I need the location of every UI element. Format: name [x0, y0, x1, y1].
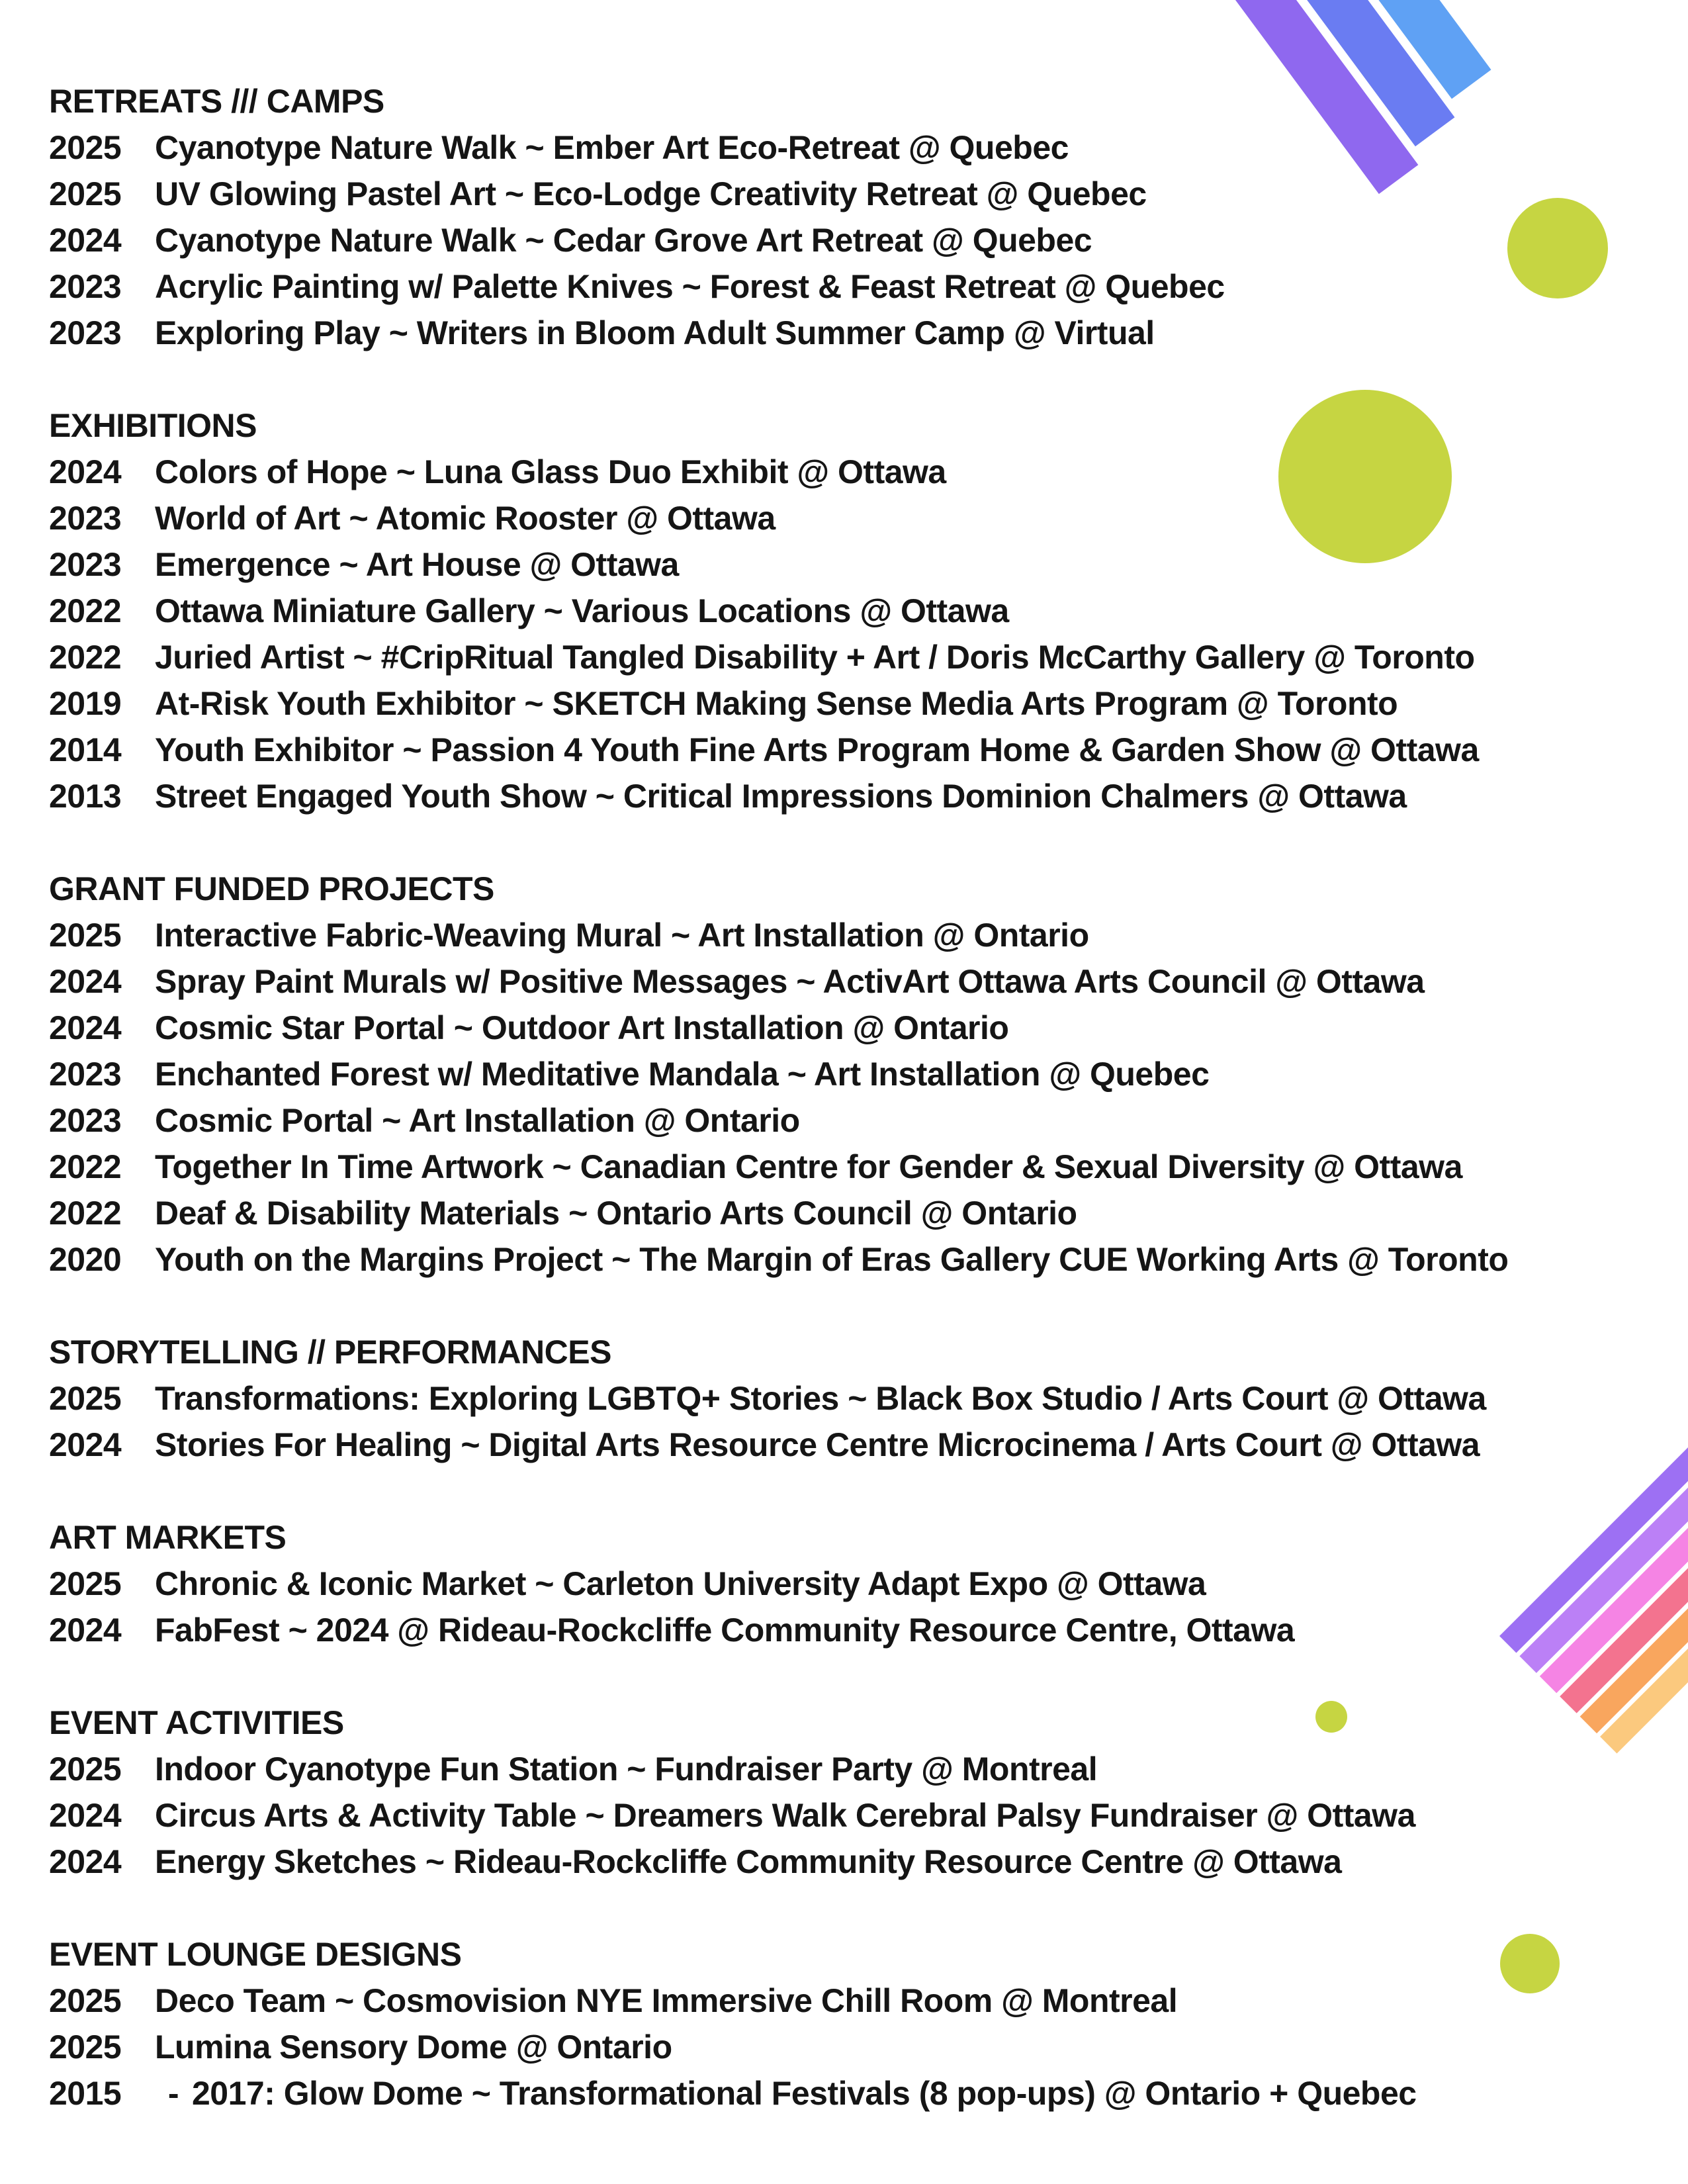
item-title: Lumina Sensory Dome @ Ontario — [155, 2028, 672, 2066]
cv-item — [49, 1375, 1508, 1422]
cv-section — [49, 78, 1508, 356]
cv-section — [49, 402, 1508, 819]
section-heading: GRANT FUNDED PROJECTS — [49, 870, 494, 907]
cv-item — [49, 588, 1508, 634]
cv-item — [49, 1422, 1508, 1468]
cv-item — [49, 1005, 1508, 1051]
cv-item — [49, 1051, 1508, 1097]
item-year: 2025 — [49, 1751, 122, 1788]
item-title: Indoor Cyanotype Fun Station ~ Fundraiser Party @ Montreal — [155, 1751, 1098, 1788]
section-heading: ART MARKETS — [49, 1519, 287, 1556]
cv-section — [49, 866, 1508, 1283]
item-year: 2022 — [49, 592, 122, 629]
item-year: 2023 — [49, 1102, 122, 1139]
item-year: 2024 — [49, 222, 122, 259]
green-circle-bottom — [1500, 1934, 1560, 1993]
cv-item — [49, 217, 1508, 263]
item-title: Cosmic Portal ~ Art Installation @ Ontario — [155, 1102, 800, 1139]
item-year: 2025 — [49, 175, 122, 212]
item-title: Cyanotype Nature Walk ~ Ember Art Eco-Retreat @ Quebec — [155, 129, 1069, 166]
item-year: 2024 — [49, 1797, 122, 1834]
item-title: FabFest ~ 2024 @ Rideau-Rockcliffe Community Resource Centre, Ottawa — [155, 1612, 1295, 1649]
section-heading: EVENT LOUNGE DESIGNS — [49, 1936, 462, 1973]
cv-item — [49, 912, 1508, 958]
section-heading: STORYTELLING // PERFORMANCES — [49, 1334, 611, 1371]
cv-section — [49, 1329, 1508, 1468]
item-year: 2024 — [49, 1426, 122, 1463]
item-year: 2019 — [49, 685, 122, 722]
item-year: 2025 — [49, 129, 122, 166]
cv-item — [49, 1236, 1508, 1283]
item-year: 2024 — [49, 1612, 122, 1649]
item-title: At-Risk Youth Exhibitor ~ SKETCH Making Sense Media Arts Program @ Toronto — [155, 685, 1398, 722]
item-title: Cyanotype Nature Walk ~ Cedar Grove Art Retreat @ Quebec — [155, 222, 1092, 259]
item-title: Transformations: Exploring LGBTQ+ Stories ~ Black Box Studio / Arts Court @ Ottawa — [155, 1380, 1486, 1417]
cv-item — [49, 958, 1508, 1005]
cv-item — [49, 310, 1508, 356]
cv-item — [49, 1792, 1508, 1839]
section-heading: EVENT ACTIVITIES — [49, 1704, 344, 1741]
cv-item — [49, 449, 1508, 495]
item-title: Cosmic Star Portal ~ Outdoor Art Installation @ Ontario — [155, 1009, 1009, 1046]
item-year: 2024 — [49, 1843, 122, 1880]
section-heading: EXHIBITIONS — [49, 407, 257, 444]
cv-item — [49, 2024, 1508, 2070]
item-year: 2023 — [49, 500, 122, 537]
cv-item — [49, 1561, 1508, 1607]
section-heading: RETREATS /// CAMPS — [49, 83, 384, 120]
item-year: 2024 — [49, 963, 122, 1000]
item-year: 2022 — [49, 1148, 122, 1185]
year-range-dash: - — [167, 2075, 179, 2112]
item-title: Spray Paint Murals w/ Positive Messages ~ ActivArt Ottawa Arts Council @ Ottawa — [155, 963, 1425, 1000]
item-year: 2023 — [49, 546, 122, 583]
cv-item — [49, 171, 1508, 217]
cv-item — [49, 1607, 1508, 1653]
item-title: Exploring Play ~ Writers in Bloom Adult Summer Camp @ Virtual — [155, 314, 1155, 351]
cv-item — [49, 773, 1508, 819]
cv-section — [49, 1514, 1508, 1653]
item-title: Emergence ~ Art House @ Ottawa — [155, 546, 679, 583]
item-year: 2014 — [49, 731, 122, 768]
item-year: 2020 — [49, 1241, 122, 1278]
item-title: Interactive Fabric-Weaving Mural ~ Art Installation @ Ontario — [155, 917, 1089, 954]
item-year: 2022 — [49, 1195, 122, 1232]
item-title: Youth Exhibitor ~ Passion 4 Youth Fine Arts Program Home & Garden Show @ Ottawa — [155, 731, 1479, 768]
item-title: Together In Time Artwork ~ Canadian Centre for Gender & Sexual Diversity @ Ottawa — [155, 1148, 1462, 1185]
cv-item — [49, 634, 1508, 680]
item-title: Youth on the Margins Project ~ The Margin of Eras Gallery CUE Working Arts @ Toronto — [155, 1241, 1509, 1278]
cv-item — [49, 263, 1508, 310]
item-title: Chronic & Iconic Market ~ Carleton University Adapt Expo @ Ottawa — [155, 1565, 1206, 1602]
item-year: 2023 — [49, 314, 122, 351]
item-year: 2024 — [49, 1009, 122, 1046]
item-year: 2023 — [49, 268, 122, 305]
cv-content — [49, 78, 1508, 2163]
item-year: 2025 — [49, 1380, 122, 1417]
item-title: Street Engaged Youth Show ~ Critical Impressions Dominion Chalmers @ Ottawa — [155, 778, 1407, 815]
item-year: 2024 — [49, 453, 122, 490]
cv-item — [49, 1978, 1508, 2024]
item-title: Deco Team ~ Cosmovision NYE Immersive Chill Room @ Montreal — [155, 1982, 1178, 2019]
cv-item — [49, 1190, 1508, 1236]
item-title: UV Glowing Pastel Art ~ Eco-Lodge Creativity Retreat @ Quebec — [155, 175, 1147, 212]
item-title: Enchanted Forest w/ Meditative Mandala ~ Art Installation @ Quebec — [155, 1056, 1210, 1093]
item-title: World of Art ~ Atomic Rooster @ Ottawa — [155, 500, 776, 537]
cv-item — [49, 541, 1508, 588]
item-title: Stories For Healing ~ Digital Arts Resource Centre Microcinema / Arts Court @ Ottawa — [155, 1426, 1480, 1463]
cv-item — [49, 1839, 1508, 1885]
green-circle-top-small — [1507, 198, 1608, 298]
item-title: Acrylic Painting w/ Palette Knives ~ Forest & Feast Retreat @ Quebec — [155, 268, 1225, 305]
item-year: 2015 — [49, 2075, 122, 2112]
item-title: Deaf & Disability Materials ~ Ontario Arts Council @ Ontario — [155, 1195, 1077, 1232]
item-title: 2017: Glow Dome ~ Transformational Festivals (8 pop-ups) @ Ontario + Quebec — [192, 2075, 1417, 2112]
item-year: 2022 — [49, 639, 122, 676]
cv-item — [49, 1097, 1508, 1144]
item-title: Circus Arts & Activity Table ~ Dreamers Walk Cerebral Palsy Fundraiser @ Ottawa — [155, 1797, 1415, 1834]
item-title: Ottawa Miniature Gallery ~ Various Locations @ Ottawa — [155, 592, 1009, 629]
bottom-right-rainbow-stripes — [1499, 1355, 1688, 1754]
item-year: 2023 — [49, 1056, 122, 1093]
item-year: 2025 — [49, 917, 122, 954]
cv-section — [49, 1931, 1508, 2116]
item-title: Colors of Hope ~ Luna Glass Duo Exhibit @ Ottawa — [155, 453, 946, 490]
item-year: 2025 — [49, 1982, 122, 2019]
cv-item — [49, 124, 1508, 171]
item-year: 2025 — [49, 1565, 122, 1602]
cv-item — [49, 727, 1508, 773]
cv-item — [49, 2070, 1508, 2116]
item-title: Energy Sketches ~ Rideau-Rockcliffe Community Resource Centre @ Ottawa — [155, 1843, 1342, 1880]
item-title: Juried Artist ~ #CripRitual Tangled Disability + Art / Doris McCarthy Gallery @ Toronto — [155, 639, 1475, 676]
cv-section — [49, 1700, 1508, 1885]
cv-item — [49, 495, 1508, 541]
cv-item — [49, 1144, 1508, 1190]
cv-item — [49, 1746, 1508, 1792]
item-year: 2025 — [49, 2028, 122, 2066]
item-year: 2013 — [49, 778, 122, 815]
cv-item — [49, 680, 1508, 727]
